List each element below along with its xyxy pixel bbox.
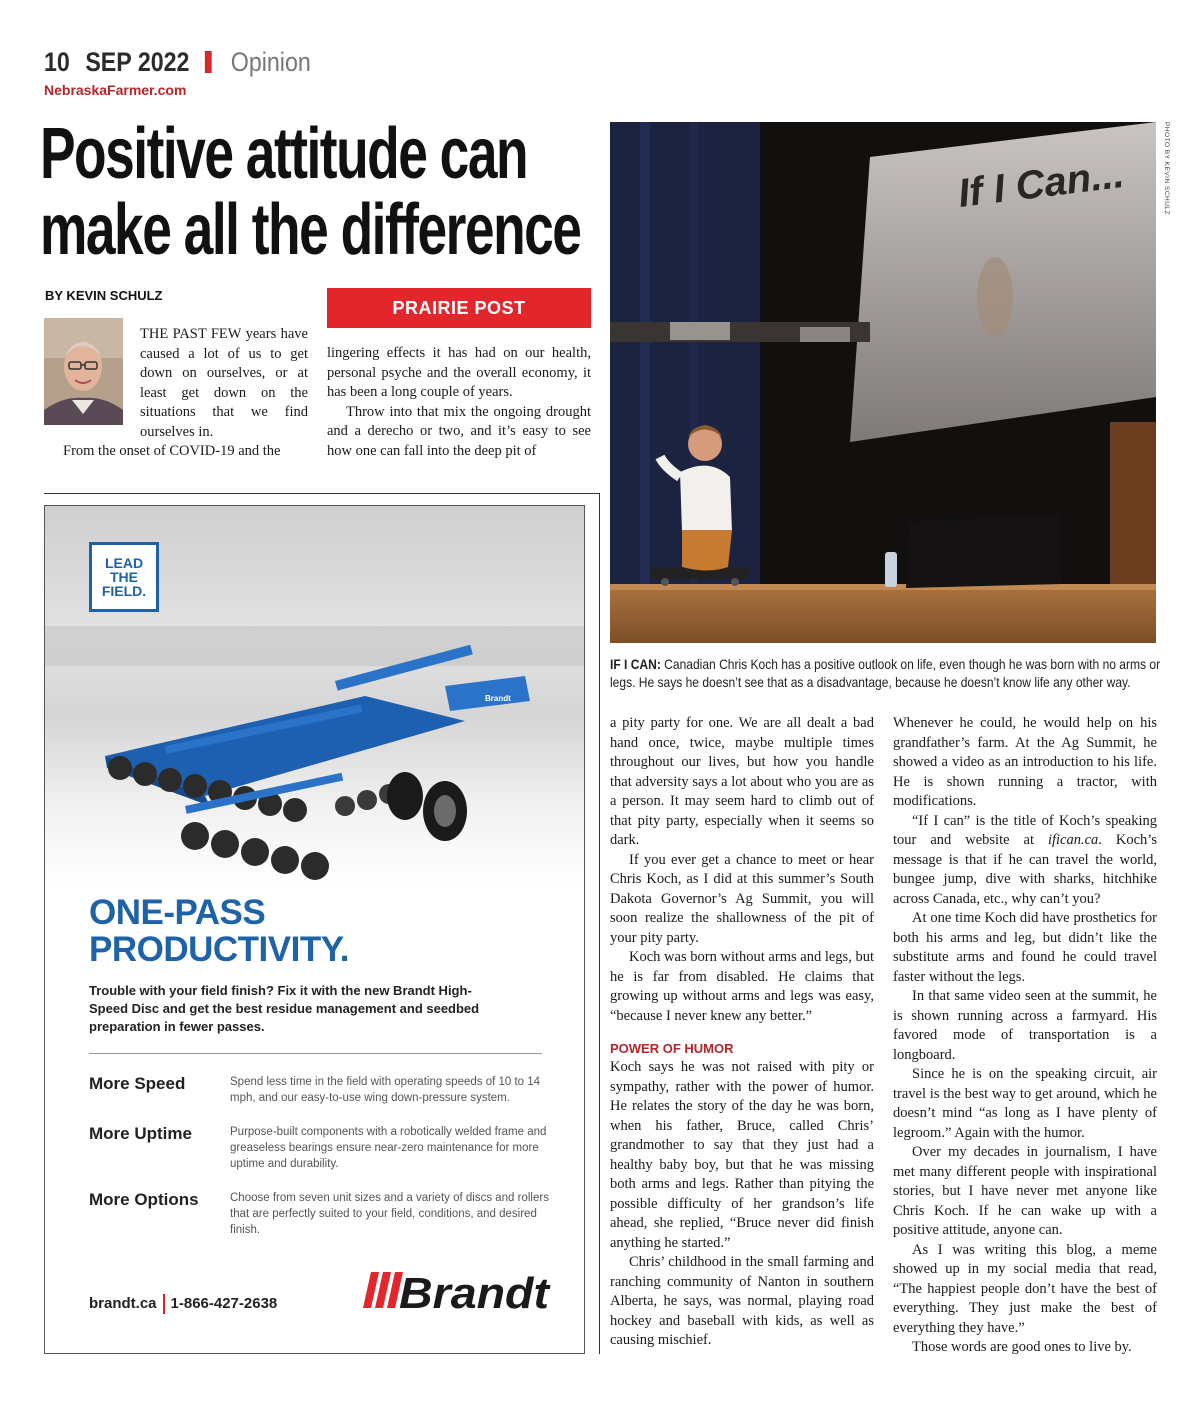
ad-divider bbox=[89, 1053, 542, 1054]
ad-frame-top bbox=[44, 493, 600, 494]
headline-line-1: Positive attitude can bbox=[40, 114, 528, 194]
paragraph: At one time Koch did have prosthetics for both his arms and leg, but didn’t like the substitute arms and found he could travel faster without the legs. bbox=[893, 910, 1157, 985]
paragraph: From the onset of COVID-19 and the bbox=[63, 443, 281, 459]
contact-divider bbox=[163, 1294, 165, 1314]
article-headline bbox=[40, 116, 602, 268]
disc-harrow-machine bbox=[105, 645, 530, 880]
article-column-2 bbox=[327, 344, 591, 461]
paragraph: Chris’ childhood in the small farming and ranching community of Nanton in southern Alberta, he says, was normal, playing road hockey and baseball with kids, as well as causing mischief. bbox=[610, 1254, 874, 1348]
paragraph: Over my decades in journalism, I have met many different people with inspirational stories, but I have never met anyone like Chris Koch. If he can wake up with a positive attitude, anyone can. bbox=[893, 1144, 1157, 1238]
caption-text: Canadian Chris Koch has a positive outlook on life, even though he was born with no arms or legs. He says he doesn’t see that as a disadvantage, because he doesn’t know life any other way. bbox=[610, 656, 1161, 690]
paragraph: THE PAST FEW years have caused a lot of us to get down on ourselves, or at least get down on the situations that we find ourselves in. bbox=[140, 326, 308, 440]
article-column-1 bbox=[44, 325, 308, 462]
feature-title: More Speed bbox=[89, 1074, 186, 1093]
feature-description: Purpose-built components with a robotically welded frame and greaseless bearings ensure near-zero maintenance for more uptime and durability. bbox=[230, 1126, 547, 1170]
article-column-4 bbox=[893, 714, 1157, 1358]
caption-lead: IF I CAN: bbox=[610, 656, 661, 672]
paragraph: Those words are good ones to live by. bbox=[912, 1339, 1132, 1355]
paragraph: lingering effects it has had on our health, personal psyche and the overall economy, it has been a long couple of years. bbox=[327, 345, 591, 400]
subhead: POWER OF HUMOR bbox=[610, 1041, 734, 1056]
article-photo bbox=[610, 122, 1156, 643]
ad-contact bbox=[89, 1294, 277, 1314]
website-link[interactable]: ifican.ca bbox=[1047, 832, 1099, 848]
screen-text: If I Can... bbox=[955, 151, 1127, 216]
section-name: Opinion bbox=[230, 46, 311, 77]
paragraph: Whenever he could, he would help on his grandfather’s farm. At the Ag Summit, he showed a video as an introduction to his life. He is shown running a tractor, with modifications. bbox=[893, 715, 1157, 809]
site-link[interactable]: NebraskaFarmer.com bbox=[44, 82, 187, 98]
article-column-3 bbox=[610, 714, 874, 1351]
ad-intro: Trouble with your field finish? Fix it with the new Brandt High-Speed Disc and get the best residue management and seedbed preparation in fewer passes. bbox=[89, 983, 480, 1034]
ad-hero-image bbox=[45, 506, 584, 886]
headline-line-2: make all the difference bbox=[40, 190, 581, 270]
page-number: 10 bbox=[44, 46, 70, 77]
ad-website-link[interactable]: brandt.ca bbox=[89, 1294, 157, 1312]
ad-headline: ONE-PASS PRODUCTIVITY. bbox=[89, 893, 349, 969]
feature-description: Choose from seven unit sizes and a variety of discs and rollers that are perfectly suited to your field, conditions, and desired finish. bbox=[230, 1192, 549, 1236]
paragraph: Koch was born without arms and legs, but he is far from disabled. He claims that growing up without arms and legs was easy, “because I never knew any better.” bbox=[610, 949, 874, 1024]
paragraph: In that same video seen at the summit, he is shown running across a farmyard. His favored mode of transportation is a longboard. bbox=[893, 988, 1157, 1063]
brandt-advertisement[interactable] bbox=[44, 505, 585, 1354]
lead-the-field-badge: LEAD THE FIELD. bbox=[89, 542, 159, 612]
feature-title: More Options bbox=[89, 1190, 199, 1209]
paragraph: As I was writing this blog, a meme showed up in my social media that read, “The happiest people don’t have the best of everything. They just make the best of everything they have.” bbox=[893, 1241, 1157, 1336]
paragraph: Throw into that mix the ongoing drought and a derecho or two, and it’s easy to see how one can fall into the deep pit of bbox=[327, 403, 591, 459]
feature-description: Spend less time in the field with operating speeds of 10 to 14 mph, and our easy-to-use wing down-pressure system. bbox=[230, 1076, 541, 1104]
paragraph: Since he is on the speaking circuit, air travel is the best way to get around, which he doesn’t mind “as long as I have plenty of legroom.” Again with the humor. bbox=[893, 1066, 1157, 1141]
byline: BY KEVIN SCHULZ bbox=[45, 288, 163, 303]
paragraph: Koch says he was not raised with pity or sympathy, rather with the power of humor. He relates the story of the day he was born, when his father, Bruce, called Chris’ grandmother to say that they just had a healthy baby boy, but that he was missing both arms and legs. Rather than pitying the possible difficulty of her grandson’s life ahead, she replied, “Bruce never did finish anything he started.” bbox=[610, 1059, 874, 1251]
feature-title: More Uptime bbox=[89, 1124, 192, 1143]
paragraph: a pity party for one. We are all dealt a bad hand once, twice, maybe multiple times throughout our lives, but how you handle that adversity says a lot about who you are as a person. It may seem hard to climb out of that pity party, especially when it seems so dark. bbox=[610, 715, 874, 848]
brandt-logo bbox=[363, 1266, 553, 1314]
photo-caption bbox=[610, 655, 1160, 691]
photo-credit: PHOTO BY KEVIN SCHULZ bbox=[1163, 122, 1170, 215]
ad-frame-right bbox=[599, 493, 600, 1354]
column-label-banner: PRAIRIE POST bbox=[327, 288, 591, 328]
folio-divider bbox=[205, 51, 212, 73]
svg-text:Brandt: Brandt bbox=[399, 1269, 552, 1314]
ad-phone[interactable]: 1-866-427-2638 bbox=[170, 1294, 278, 1312]
issue-date: SEP 2022 bbox=[85, 46, 190, 77]
paragraph: “If I can” is the title of Koch’s speaking tour and website at ifican.ca. Koch’s message is that if he can travel the world, bungee jump, dive with sharks, hitchhike across Canada, etc., why can’t you? bbox=[893, 812, 1157, 907]
folio bbox=[44, 44, 311, 80]
svg-text:Brandt: Brandt bbox=[485, 694, 511, 703]
paragraph: If you ever get a chance to meet or hear Chris Koch, as I did at this summer’s South Dakota Governor’s Ag Summit, you will soon realize the shallowness of the pit of your pity party. bbox=[610, 851, 874, 946]
